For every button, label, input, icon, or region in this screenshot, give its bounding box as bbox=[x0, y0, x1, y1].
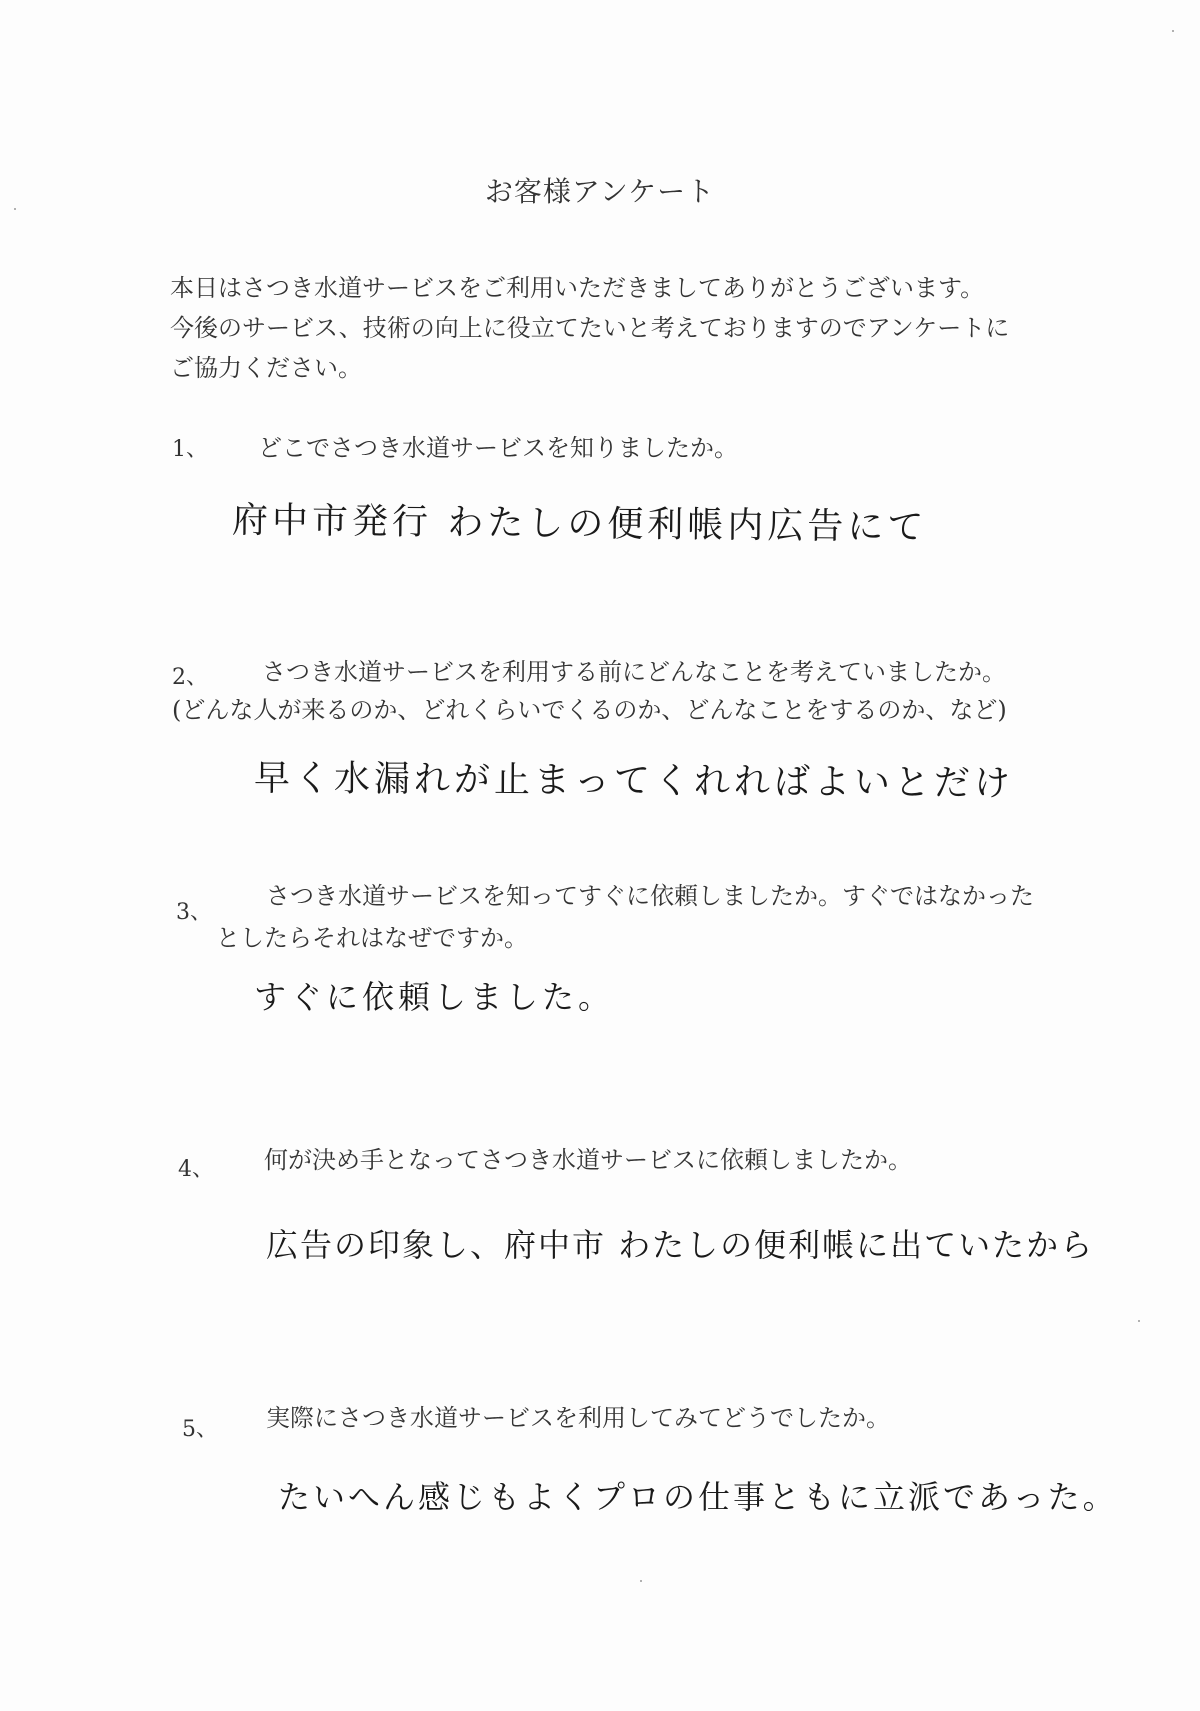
question-1-text: どこでさつき水道サービスを知りましたか。 bbox=[258, 434, 738, 462]
intro-line: ご協力ください。 bbox=[170, 354, 362, 382]
scan-speck bbox=[640, 1580, 642, 1582]
intro-line: 本日はさつき水道サービスをご利用いただきましてありがとうございます。 bbox=[170, 274, 985, 302]
question-1-number: 1、 bbox=[172, 437, 208, 462]
question-5-text: 実際にさつき水道サービスを利用してみてどうでしたか。 bbox=[266, 1404, 890, 1432]
scan-speck bbox=[14, 208, 16, 210]
scan-speck bbox=[1172, 30, 1174, 32]
question-4-number: 4、 bbox=[178, 1157, 214, 1182]
answer-1-handwritten: 府中市発行 わたしの便利帳内広告にて bbox=[231, 500, 928, 549]
question-2-number: 2、 bbox=[172, 665, 208, 690]
question-5-number: 5、 bbox=[182, 1417, 218, 1442]
answer-5-handwritten: たいへん感じもよくプロの仕事ともに立派であった。 bbox=[278, 1478, 1118, 1516]
question-3-text-line-1: さつき水道サービスを知ってすぐに依頼しましたか。すぐではなかった bbox=[266, 882, 1034, 910]
intro-line: 今後のサービス、技術の向上に役立てたいと考えておりますのでアンケートに bbox=[170, 314, 1010, 342]
question-2-text-line-2: (どんな人が来るのか、どれくらいでくるのか、どんなことをするのか、など) bbox=[172, 696, 1007, 724]
page-title: お客様アンケート bbox=[484, 175, 716, 208]
intro-text bbox=[170, 268, 1009, 388]
scan-speck bbox=[1138, 1320, 1140, 1322]
answer-4-handwritten: 広告の印象し、府中市 わたしの便利帳に出ていたから bbox=[266, 1226, 1095, 1264]
question-3-number: 3、 bbox=[176, 900, 212, 925]
answer-2-handwritten: 早く水漏れが止まってくれればよいとだけ bbox=[253, 758, 1015, 805]
question-2-text-line-1: さつき水道サービスを利用する前にどんなことを考えていましたか。 bbox=[262, 658, 1006, 686]
question-3-text-line-2: としたらそれはなぜですか。 bbox=[216, 924, 528, 952]
question-4-text: 何が決め手となってさつき水道サービスに依頼しましたか。 bbox=[264, 1146, 912, 1174]
answer-3-handwritten: すぐに依頼しました。 bbox=[254, 978, 615, 1016]
